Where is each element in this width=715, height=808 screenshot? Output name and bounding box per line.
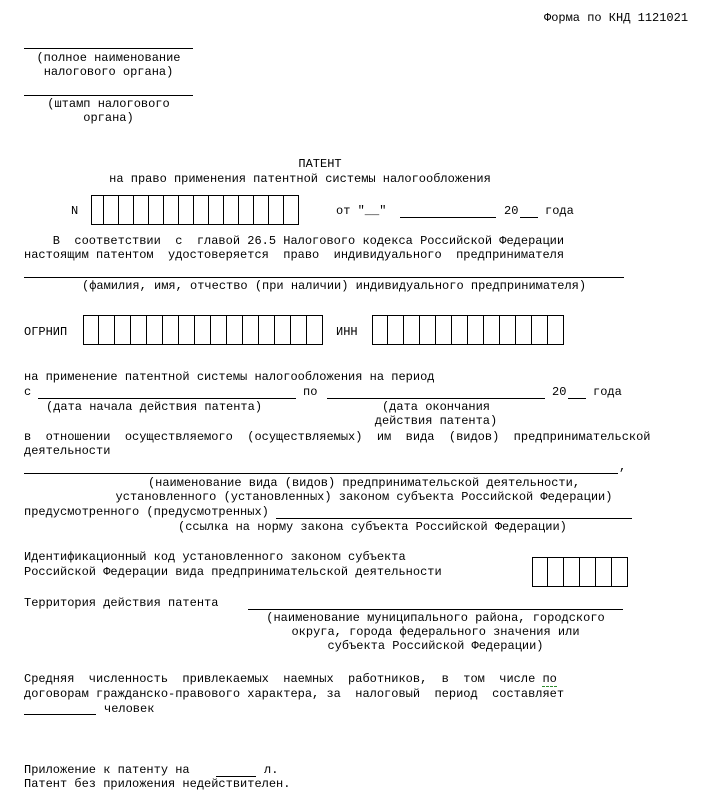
employees-line-2: договорам гражданско-правового характера, за налоговый период составляет [24,687,565,701]
territory-label: Территория действия патента [24,596,219,610]
territory-line[interactable] [248,609,623,610]
period-start-caption: (дата начала действия патента) [46,400,263,414]
provided-label: предусмотренного (предусмотренных) [24,505,269,519]
period-year-suffix: года [593,385,622,399]
activity-caption: (наименование вида (видов) предпринимательской деятельности, установленного (установленных) законом субъекта Российской Федерации) [115,476,613,504]
period-line-1: на применение патентной системы налогообложения на период [24,370,435,384]
patent-number-label: N [71,204,79,218]
certify-line-2: настоящим патентом удостоверяется право индивидуального предпринимателя [24,248,565,262]
activity-comma: , [619,460,627,474]
patent-number-cells[interactable] [91,195,299,225]
code-line-1: Идентификационный код установленного законом субъекта [24,550,406,564]
period-end-line[interactable] [327,398,545,399]
period-to-label: по [303,385,318,399]
patent-date-year-prefix: 20 [504,204,519,218]
document-subtitle: на право применения патентной системы налогообложения [109,172,491,186]
entrepreneur-name-caption: (фамилия, имя, отчество (при наличии) индивидуального предпринимателя) [82,279,587,293]
form-code: Форма по КНД 1121021 [544,11,689,25]
entrepreneur-name-line[interactable] [24,277,624,278]
tax-authority-name-caption: (полное наименование налогового органа) [36,51,181,79]
period-start-line[interactable] [38,398,296,399]
appendix-line-2: Патент без приложения недействителен. [24,777,291,791]
inn-cells[interactable] [372,315,564,345]
provided-line[interactable] [276,518,632,519]
activity-line-2: деятельности [24,444,111,458]
inn-label: ИНН [336,325,358,339]
code-line-2: Российской Федерации вида предпринимательской деятельности [24,565,442,579]
activity-line-1: в отношении осуществляемого (осуществляемых) им вида (видов) предпринимательской [24,430,651,444]
period-year-prefix: 20 [552,385,567,399]
employees-line-1-text: Средняя численность привлекаемых наемных работников, в том числе [24,672,543,686]
tax-authority-stamp-line[interactable] [24,95,193,96]
document-title: ПАТЕНТ [298,157,342,171]
period-from-label: с [24,385,32,399]
appendix-line-1-suffix: л. [264,763,279,777]
patent-date-day: от "__" [336,204,387,218]
ogrnip-label: ОГРНИП [24,325,68,339]
employees-line-1-po: по [542,672,557,686]
patent-date-month-line[interactable] [400,217,496,218]
territory-caption: (наименование муниципального района, городского округа, города федерального значения или субъекта Российской Федерации) [266,611,605,653]
tax-authority-name-line[interactable] [24,48,193,49]
activity-name-line[interactable] [24,473,618,474]
employees-unit: человек [104,702,155,716]
period-year-line[interactable] [568,398,586,399]
patent-date-year-line[interactable] [520,217,538,218]
employees-count-line[interactable] [24,714,96,715]
provided-caption: (ссылка на норму закона субъекта Российской Федерации) [178,520,567,534]
employees-line-1 [24,672,557,686]
tax-authority-stamp-caption: (штамп налогового органа) [47,97,170,125]
appendix-line-1-prefix: Приложение к патенту на [24,763,190,777]
activity-code-cells[interactable] [532,557,628,587]
certify-line-1: В соответствии с главой 26.5 Налогового кодекса Российской Федерации [24,234,565,248]
patent-date-year-suffix: года [545,204,574,218]
period-end-caption: (дата окончания действия патента) [374,400,498,428]
ogrnip-cells[interactable] [83,315,323,345]
